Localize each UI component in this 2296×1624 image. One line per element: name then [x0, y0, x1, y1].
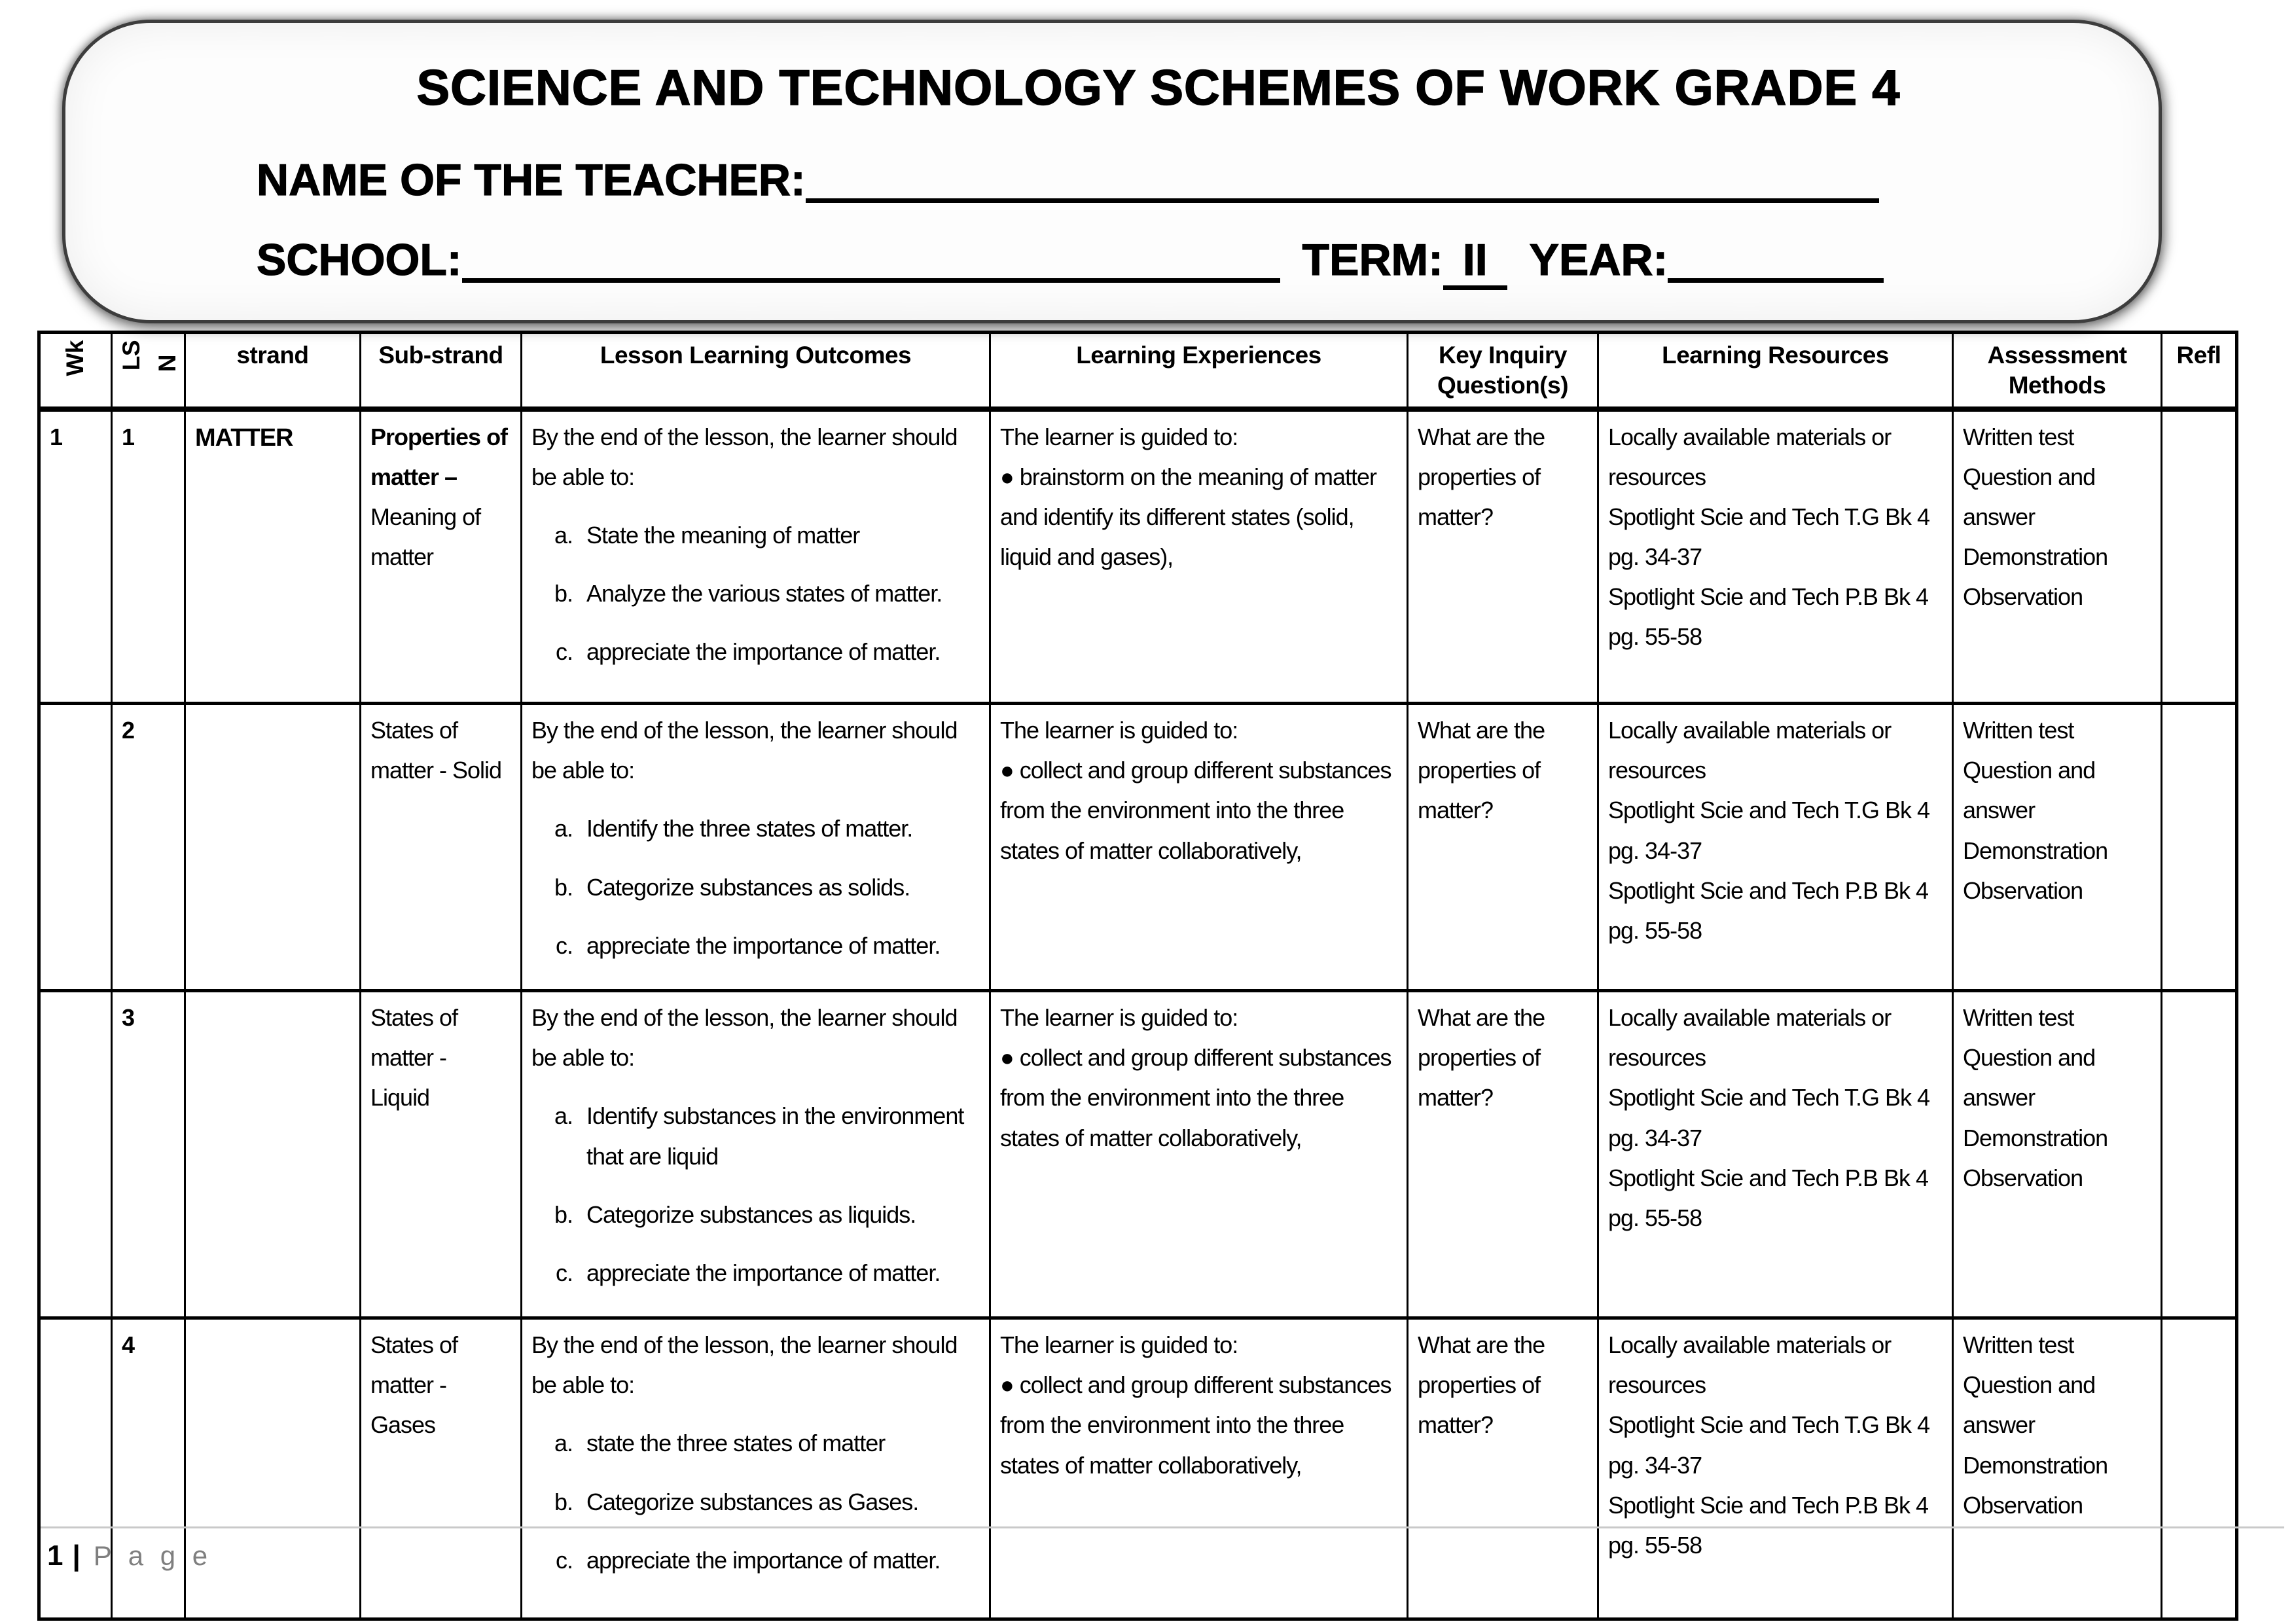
strand-cell: [185, 1318, 361, 1619]
term-label: TERM:: [1302, 235, 1443, 285]
outcomes-list: [531, 808, 980, 965]
experiences-bullet: ● collect and group different substances from the environment into the three states of matter collaboratively,: [1000, 1044, 1391, 1151]
school-label: SCHOOL:: [257, 235, 462, 285]
col-header-substrand: Sub-strand: [361, 333, 522, 409]
resource-item: Locally available materials or resources: [1608, 717, 1892, 784]
assessment-item: Observation: [1963, 876, 2083, 904]
term-value: II: [1443, 234, 1507, 290]
table-row: [39, 409, 2237, 704]
table-header-row: [39, 333, 2237, 409]
page-title: SCIENCE AND TECHNOLOGY SCHEMES OF WORK GRADE 4: [416, 60, 1901, 116]
assessment-item: Demonstration: [1963, 1124, 2108, 1151]
experiences-bullet: ● brainstorm on the meaning of matter and identify its different states (solid, liquid and gases),: [1000, 463, 1377, 571]
page-number: 1: [47, 1540, 63, 1572]
assessment-item: Demonstration: [1963, 1451, 2108, 1479]
assessment-cell: [1953, 704, 2162, 991]
substrand-cell: States of matter - Solid: [361, 704, 522, 991]
assessment-item: Written test: [1963, 423, 2074, 450]
year-blank: [1668, 278, 1884, 283]
school-line: [257, 234, 2060, 290]
outcome-item: c. appreciate the importance of matter.: [579, 1253, 980, 1293]
resource-item: Locally available materials or resources: [1608, 423, 1892, 490]
substrand-cell: Properties of matter – Meaning of matter: [361, 409, 522, 704]
assessment-cell: [1953, 1318, 2162, 1619]
key-inquiry-cell: What are the properties of matter?: [1408, 704, 1598, 991]
outcome-item: a. Identify the three states of matter.: [579, 808, 980, 848]
assessment-item: Question and answer: [1963, 463, 2096, 530]
resource-item: Spotlight Scie and Tech T.G Bk 4 pg. 34-37: [1608, 1411, 1929, 1479]
refl-cell: [2162, 409, 2237, 704]
experiences-cell: [990, 990, 1408, 1318]
assessment-item: Written test: [1963, 1003, 2074, 1031]
assessment-item: Written test: [1963, 717, 2074, 744]
week-cell: [39, 990, 112, 1318]
experiences-cell: [990, 409, 1408, 704]
col-header-week: Wk: [39, 333, 112, 409]
col-header-key-inquiry: Key Inquiry Question(s): [1408, 333, 1598, 409]
outcomes-cell: [522, 704, 990, 991]
assessment-cell: [1953, 990, 2162, 1318]
outcomes-intro: By the end of the lesson, the learner should be able to:: [531, 423, 958, 490]
resources-cell: [1598, 704, 1953, 991]
week-cell: [39, 1318, 112, 1619]
outcome-item: b. Categorize substances as liquids.: [579, 1195, 980, 1235]
refl-cell: [2162, 704, 2237, 991]
lesson-cell: 1: [112, 409, 185, 704]
resource-item: Spotlight Scie and Tech T.G Bk 4 pg. 34-37: [1608, 503, 1929, 571]
resource-item: Spotlight Scie and Tech P.B Bk 4 pg. 55-58: [1608, 876, 1929, 944]
resource-item: Spotlight Scie and Tech P.B Bk 4 pg. 55-58: [1608, 1164, 1929, 1231]
resource-item: Spotlight Scie and Tech T.G Bk 4 pg. 34-37: [1608, 1084, 1929, 1151]
outcome-item: b. Categorize substances as solids.: [579, 867, 980, 907]
assessment-item: Written test: [1963, 1331, 2074, 1359]
resource-item: Locally available materials or resources: [1608, 1331, 1892, 1399]
experiences-bullet: ● collect and group different substances from the environment into the three states of matter collaboratively,: [1000, 1371, 1391, 1479]
resource-item: Spotlight Scie and Tech T.G Bk 4 pg. 34-37: [1608, 797, 1929, 864]
assessment-item: Question and answer: [1963, 757, 2096, 824]
col-header-experiences: Learning Experiences: [990, 333, 1408, 409]
outcome-item: c. appreciate the importance of matter.: [579, 926, 980, 965]
resource-item: Spotlight Scie and Tech P.B Bk 4 pg. 55-58: [1608, 1491, 1929, 1559]
teacher-label: NAME OF THE TEACHER:: [257, 155, 806, 205]
outcomes-cell: [522, 409, 990, 704]
schemes-of-work-table: [37, 331, 2238, 1621]
assessment-item: Demonstration: [1963, 543, 2108, 571]
table-row: [39, 704, 2237, 991]
resources-cell: [1598, 990, 1953, 1318]
table-row: [39, 990, 2237, 1318]
assessment-item: Observation: [1963, 1164, 2083, 1191]
key-inquiry-cell: What are the properties of matter?: [1408, 990, 1598, 1318]
experiences-intro: The learner is guided to:: [1000, 1003, 1238, 1031]
resources-cell: [1598, 409, 1953, 704]
outcomes-list: [531, 1423, 980, 1580]
outcome-item: a. state the three states of matter: [579, 1423, 980, 1463]
teacher-name-blank: [806, 198, 1879, 203]
resource-item: Spotlight Scie and Tech P.B Bk 4 pg. 55-58: [1608, 583, 1929, 651]
outcomes-intro: By the end of the lesson, the learner should be able to:: [531, 1331, 958, 1399]
outcomes-cell: [522, 1318, 990, 1619]
experiences-intro: The learner is guided to:: [1000, 1331, 1238, 1359]
page-word: P a g e: [93, 1540, 213, 1571]
strand-cell: [185, 990, 361, 1318]
strand-cell: MATTER: [185, 409, 361, 704]
footer-divider: [41, 1526, 2284, 1528]
week-cell: 1: [39, 409, 112, 704]
lesson-cell: 2: [112, 704, 185, 991]
substrand-cell: States of matter - Gases: [361, 1318, 522, 1619]
experiences-intro: The learner is guided to:: [1000, 423, 1238, 450]
page-separator: |: [72, 1540, 81, 1572]
experiences-cell: [990, 704, 1408, 991]
col-header-assessment: Assessment Methods: [1953, 333, 2162, 409]
col-header-outcomes: Lesson Learning Outcomes: [522, 333, 990, 409]
teacher-line: [257, 154, 2060, 206]
outcomes-list: [531, 515, 980, 672]
outcome-item: c. appreciate the importance of matter.: [579, 1540, 980, 1580]
refl-cell: [2162, 990, 2237, 1318]
substrand-cell: States of matter - Liquid: [361, 990, 522, 1318]
col-header-resources: Learning Resources: [1598, 333, 1953, 409]
outcome-item: b. Categorize substances as Gases.: [579, 1482, 980, 1522]
resource-item: Locally available materials or resources: [1608, 1003, 1892, 1072]
outcomes-intro: By the end of the lesson, the learner should be able to:: [531, 1003, 958, 1072]
lesson-cell: 4: [112, 1318, 185, 1619]
assessment-item: Observation: [1963, 1491, 2083, 1519]
outcomes-cell: [522, 990, 990, 1318]
header-box: [62, 20, 2162, 323]
refl-cell: [2162, 1318, 2237, 1619]
week-cell: [39, 704, 112, 991]
outcomes-list: [531, 1096, 980, 1293]
key-inquiry-cell: What are the properties of matter?: [1408, 1318, 1598, 1619]
assessment-item: Question and answer: [1963, 1044, 2096, 1111]
table-row: [39, 1318, 2237, 1619]
key-inquiry-cell: What are the properties of matter?: [1408, 409, 1598, 704]
col-header-refl: Refl: [2162, 333, 2237, 409]
resources-cell: [1598, 1318, 1953, 1619]
lesson-cell: 3: [112, 990, 185, 1318]
experiences-intro: The learner is guided to:: [1000, 717, 1238, 744]
experiences-cell: [990, 1318, 1408, 1619]
assessment-cell: [1953, 409, 2162, 704]
outcome-item: c. appreciate the importance of matter.: [579, 632, 980, 672]
experiences-bullet: ● collect and group different substances from the environment into the three states of matter collaboratively,: [1000, 757, 1391, 864]
outcome-item: a. State the meaning of matter: [579, 515, 980, 555]
assessment-item: Demonstration: [1963, 837, 2108, 864]
footer-page-label: [47, 1540, 212, 1572]
school-name-blank: [462, 278, 1280, 283]
outcome-item: b. Analyze the various states of matter.: [579, 573, 980, 613]
outcomes-intro: By the end of the lesson, the learner should be able to:: [531, 717, 958, 784]
col-header-lesson: LS N: [112, 333, 185, 409]
year-label: YEAR:: [1529, 235, 1668, 285]
strand-cell: [185, 704, 361, 991]
outcome-item: a. Identify substances in the environment that are liquid: [579, 1096, 980, 1176]
col-header-strand: strand: [185, 333, 361, 409]
assessment-item: Question and answer: [1963, 1371, 2096, 1439]
assessment-item: Observation: [1963, 583, 2083, 611]
